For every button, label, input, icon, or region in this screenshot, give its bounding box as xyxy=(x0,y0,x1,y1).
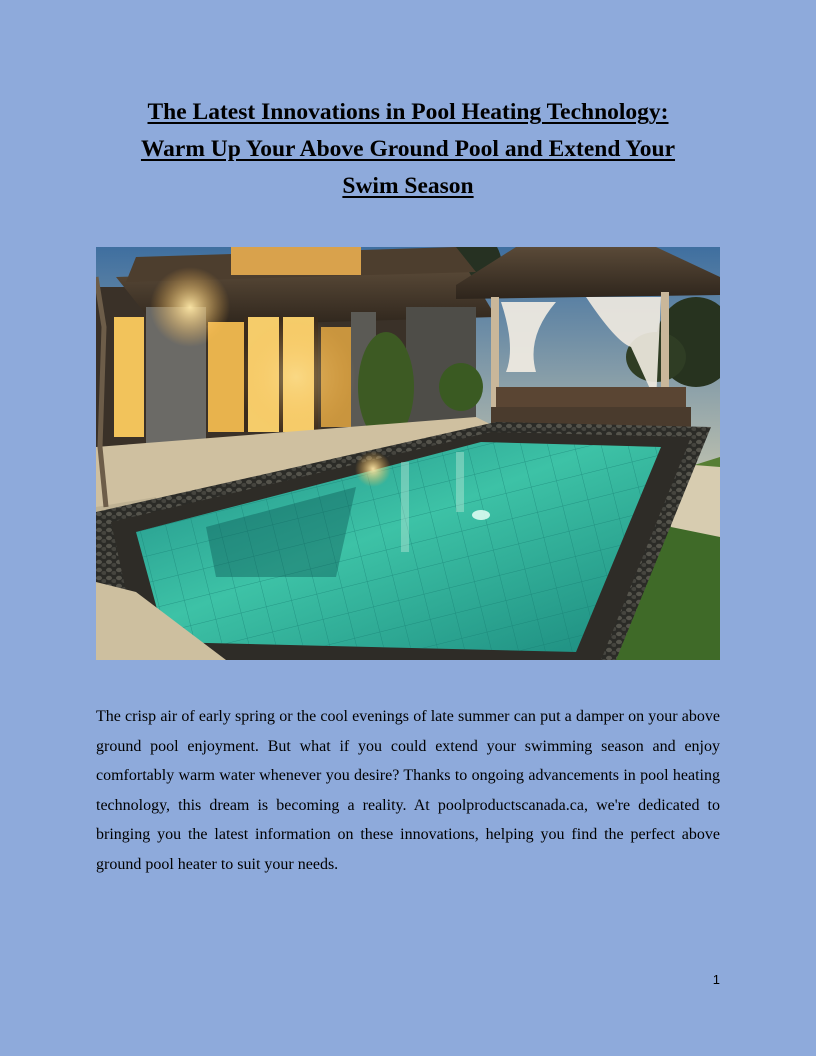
title-line-1: The Latest Innovations in Pool Heating Technology: xyxy=(147,99,669,125)
intro-paragraph: The crisp air of early spring or the cool evenings of late summer can put a damper on your above ground pool enjoyment. But what if you could extend your swimming season and enjoy comfortably warm water whenever you desire? Thanks to ongoing advancements in pool heating technology, this dream is becoming a reality. At poolproductscanada.ca, we're dedicated to bringing you the latest information on these innovations, helping you find the perfect above ground pool heater to suit your needs. xyxy=(96,708,720,873)
page-title xyxy=(96,94,720,205)
title-line-3: Swim Season xyxy=(342,173,474,199)
pool-photo-illustration xyxy=(96,247,720,660)
title-line-2: Warm Up Your Above Ground Pool and Extend Your xyxy=(140,136,676,162)
page-number: 1 xyxy=(712,972,720,987)
hero-pool-image xyxy=(96,247,720,660)
